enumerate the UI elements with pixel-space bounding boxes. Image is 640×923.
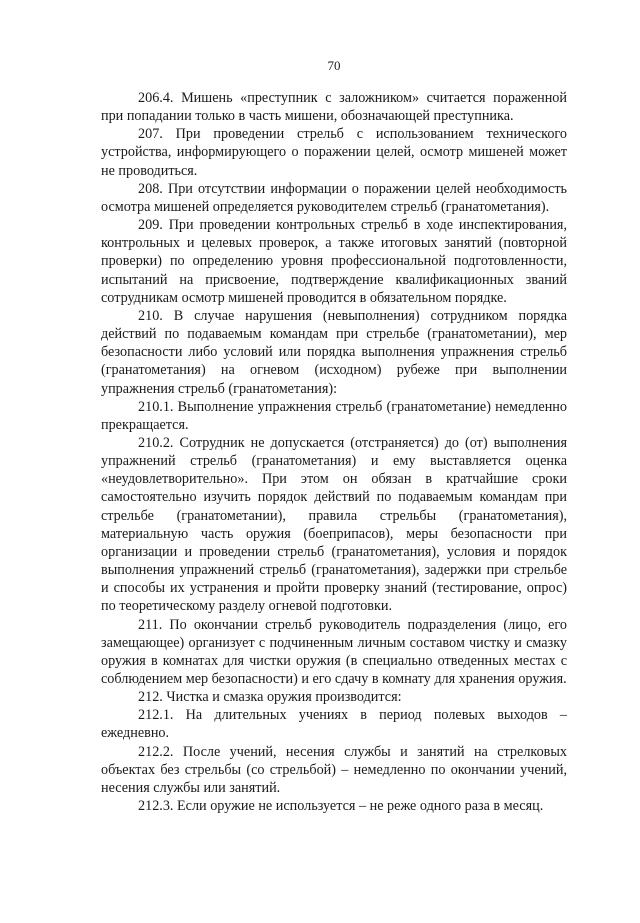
paragraph-207: 207. При проведении стрельб с использованием технического устройства, информирующего о поражении целей, осмотр мишеней может не проводиться.: [101, 126, 567, 179]
paragraph-210: 210. В случае нарушения (невыполнения) сотрудником порядка действий по подаваемым командам при стрельбе (гранатометании), мер безопасности либо условий или порядка выполнения упражнения стрельб (гранатометания) на огневом (исходном) рубеже при выполнении упражнения стрельб (гранатометания):: [101, 307, 567, 397]
paragraph-210-2: 210.2. Сотрудник не допускается (отстраняется) до (от) выполнения упражнений стрельб (гранатометания) и ему выставляется оценка «неудовлетворительно». При этом он обязан в кратчайшие сроки самостоятельно изучить порядок действий по подаваемым командам при стрельбе (гранатометании), правила стрельбы (гранатометания), материальную часть оружия (боеприпасов), меры безопасности при организации и проведении стрельб (гранатометания), условия и порядок выполнения упражнений стрельб (гранатометания), задержки при стрельбе и способы их устранения и пройти проверку знаний (тестирование, опрос) по теоретическому разделу огневой подготовки.: [101, 434, 567, 615]
paragraph-211: 211. По окончании стрельб руководитель подразделения (лицо, его замещающее) организует с подчиненным личным составом чистку и смазку оружия в комнатах для чистки оружия (в специально отведенных местах с соблюдением мер безопасности) и его сдачу в комнату для хранения оружия.: [101, 616, 567, 687]
paragraph-212: 212. Чистка и смазка оружия производится:: [138, 689, 402, 706]
paragraph-210-1: 210.1. Выполнение упражнения стрельб (гранатометание) немедленно прекращается.: [101, 398, 567, 433]
page-number: 70: [327, 58, 341, 73]
document-body: [101, 89, 567, 815]
paragraph-212-1: 212.1. На длительных учениях в период полевых выходов – ежедневно.: [101, 707, 567, 742]
paragraph-209: 209. При проведении контрольных стрельб в ходе инспектирования, контрольных и целевых проверок, а также итоговых занятий (повторной проверки) по определению уровня профессиональной подготовленности, испытаний на присвоение, подтверждение квалификационных званий сотрудникам осмотр мишеней проводится в обязательном порядке.: [101, 217, 567, 306]
paragraph-212-3: 212.3. Если оружие не используется – не реже одного раза в месяц.: [138, 798, 544, 815]
paragraph-206-4: 206.4. Мишень «преступник с заложником» считается пораженной при попадании только в часть мишени, обозначающей преступника.: [101, 90, 567, 125]
paragraph-212-2: 212.2. После учений, несения службы и занятий на стрелковых объектах без стрельбы (со стрельбой) – немедленно по окончании учений, несения службы или занятий.: [101, 743, 567, 796]
paragraph-208: 208. При отсутствии информации о поражении целей необходимость осмотра мишеней определяется руководителем стрельб (гранатометания).: [101, 180, 567, 215]
